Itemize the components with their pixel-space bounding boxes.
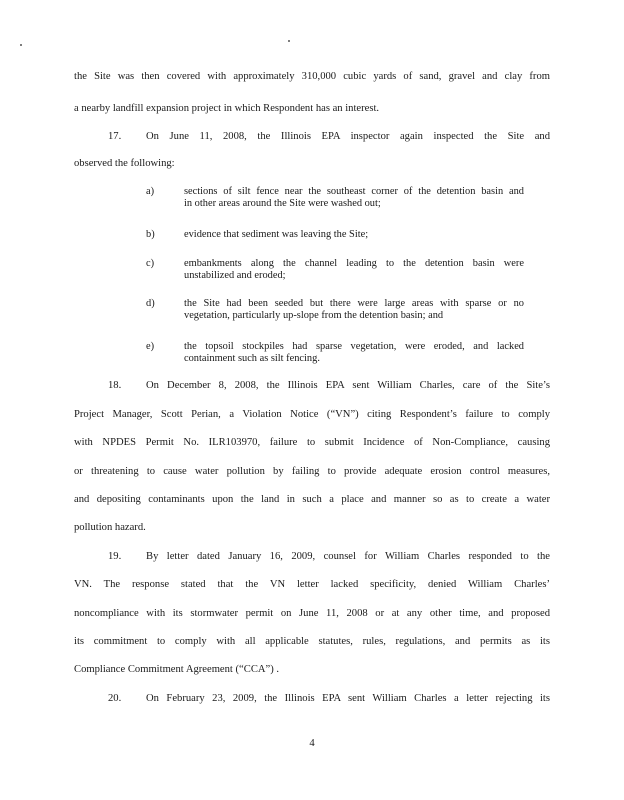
list-item-line: the topsoil stockpiles had sparse vegetation, were eroded, and lacked xyxy=(184,341,524,352)
scan-speck xyxy=(20,44,22,46)
list-item-text xyxy=(184,186,524,210)
list-item-line: unstabilized and eroded; xyxy=(184,270,286,281)
text-line: and depositing contaminants upon the land in such a place and manner so as to create a water xyxy=(74,494,550,505)
list-item-line: vegetation, particularly up-slope from the detention basin; and xyxy=(184,310,444,321)
text-line: the Site was then covered with approximately 310,000 cubic yards of sand, gravel and clay from xyxy=(74,71,550,82)
list-item-text xyxy=(184,298,524,322)
text-line: noncompliance with its stormwater permit on June 11, 2008 or at any other time, and proposed xyxy=(74,608,550,619)
paragraph-number: 20. xyxy=(108,693,122,704)
list-item-line: in other areas around the Site were washed out; xyxy=(184,198,381,209)
list-item-text xyxy=(184,229,524,241)
page-number: 4 xyxy=(309,738,315,749)
list-item-label: c) xyxy=(146,258,155,269)
text-line: pollution hazard. xyxy=(74,522,146,533)
text-line: or threatening to cause water pollution by failing to provide adequate erosion control measures, xyxy=(74,466,550,477)
list-item-text xyxy=(184,341,524,365)
text-line: VN. The response stated that the VN letter lacked specificity, denied William Charles’ xyxy=(74,579,550,590)
list-item-line: sections of silt fence near the southeast corner of the detention basin and xyxy=(184,186,524,197)
list-item-line: containment such as silt fencing. xyxy=(184,353,320,364)
paragraph-number: 18. xyxy=(108,380,122,391)
text-line: a nearby landfill expansion project in which Respondent has an interest. xyxy=(74,103,380,114)
list-item-label: e) xyxy=(146,341,155,352)
list-item-text xyxy=(184,258,524,282)
list-item-label: b) xyxy=(146,229,155,240)
list-item-label: d) xyxy=(146,298,155,309)
paragraph-first-line: On February 23, 2009, the Illinois EPA sent William Charles a letter rejecting its xyxy=(146,693,550,704)
paragraph-number: 19. xyxy=(108,551,122,562)
text-line: Compliance Commitment Agreement (“CCA”) . xyxy=(74,664,280,675)
list-item-label: a) xyxy=(146,186,155,197)
paragraph-first-line: By letter dated January 16, 2009, counsel for William Charles responded to the xyxy=(146,551,550,562)
list-item-line: the Site had been seeded but there were large areas with sparse or no xyxy=(184,298,524,309)
scan-speck xyxy=(288,40,290,42)
text-line: with NPDES Permit No. ILR103970, failure to submit Incidence of Non-Compliance, causing xyxy=(74,437,550,448)
list-item-line: embankments along the channel leading to the detention basin were xyxy=(184,258,524,269)
paragraph-first-line: On June 11, 2008, the Illinois EPA inspector again inspected the Site and xyxy=(146,131,550,142)
paragraph-number: 17. xyxy=(108,131,122,142)
text-line: its commitment to comply with all applicable statutes, rules, regulations, and permits as its xyxy=(74,636,550,647)
text-line: observed the following: xyxy=(74,158,175,169)
paragraph-first-line: On December 8, 2008, the Illinois EPA sent William Charles, care of the Site’s xyxy=(146,380,550,391)
list-item-line: evidence that sediment was leaving the Site; xyxy=(184,229,369,240)
text-line: Project Manager, Scott Perian, a Violation Notice (“VN”) citing Respondent’s failure to comply xyxy=(74,409,550,420)
